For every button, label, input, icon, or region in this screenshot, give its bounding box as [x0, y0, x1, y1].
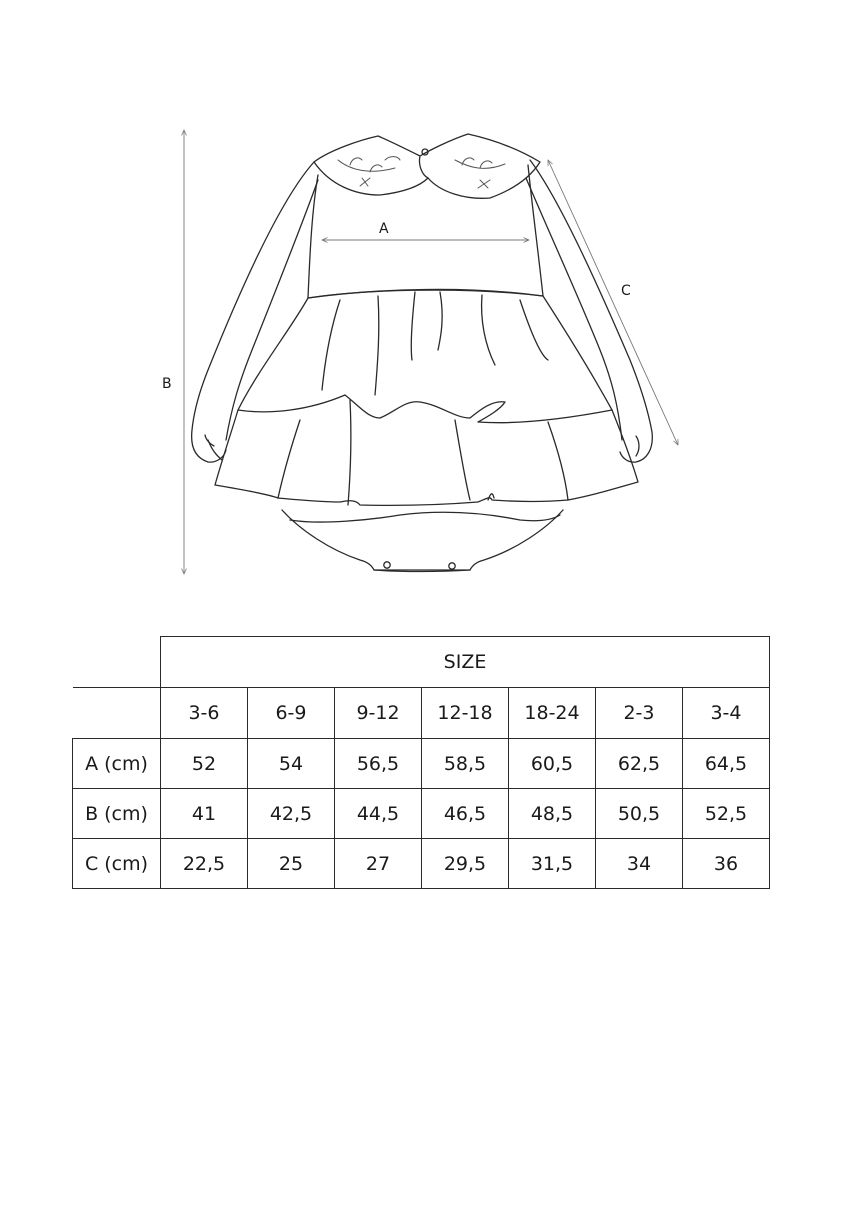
row-label-c: C (cm)	[73, 839, 161, 889]
dimension-c-label: C	[621, 283, 631, 299]
table-cell: 48,5	[509, 789, 596, 839]
table-cell: 46,5	[422, 789, 509, 839]
table-row-b	[73, 789, 770, 839]
dimension-b-label: B	[162, 376, 172, 392]
table-row-c	[73, 839, 770, 889]
table-cell: 25	[248, 839, 335, 889]
size-label-cell: 12-18	[422, 688, 509, 739]
table-cell: 50,5	[596, 789, 683, 839]
size-chart-table	[72, 636, 770, 889]
blank-corner-cell	[73, 688, 161, 739]
size-label-cell: 9-12	[335, 688, 422, 739]
dimension-c-line	[548, 160, 678, 445]
row-label-b: B (cm)	[73, 789, 161, 839]
table-row-a	[73, 739, 770, 789]
size-labels-row	[73, 688, 770, 739]
size-label-cell: 6-9	[248, 688, 335, 739]
size-label-cell: 3-6	[161, 688, 248, 739]
table-cell: 34	[596, 839, 683, 889]
garment-technical-drawing	[0, 0, 862, 610]
dimension-a-label: A	[379, 221, 389, 237]
table-cell: 36	[683, 839, 770, 889]
size-label-cell: 18-24	[509, 688, 596, 739]
table-cell: 44,5	[335, 789, 422, 839]
dimension-lines	[184, 130, 678, 574]
table-cell: 58,5	[422, 739, 509, 789]
table-cell: 29,5	[422, 839, 509, 889]
size-label-cell: 3-4	[683, 688, 770, 739]
table-cell: 60,5	[509, 739, 596, 789]
table-cell: 27	[335, 839, 422, 889]
size-header-row	[73, 637, 770, 688]
table-cell: 54	[248, 739, 335, 789]
table-cell: 52	[161, 739, 248, 789]
row-label-a: A (cm)	[73, 739, 161, 789]
size-label-cell: 2-3	[596, 688, 683, 739]
table-cell: 62,5	[596, 739, 683, 789]
table-cell: 64,5	[683, 739, 770, 789]
table-cell: 41	[161, 789, 248, 839]
table-cell: 56,5	[335, 739, 422, 789]
table-cell: 31,5	[509, 839, 596, 889]
table-cell: 42,5	[248, 789, 335, 839]
table-cell: 22,5	[161, 839, 248, 889]
table-cell: 52,5	[683, 789, 770, 839]
size-header-cell: SIZE	[161, 637, 770, 688]
blank-corner-cell	[73, 637, 161, 688]
romper-dress-outline	[192, 134, 653, 572]
